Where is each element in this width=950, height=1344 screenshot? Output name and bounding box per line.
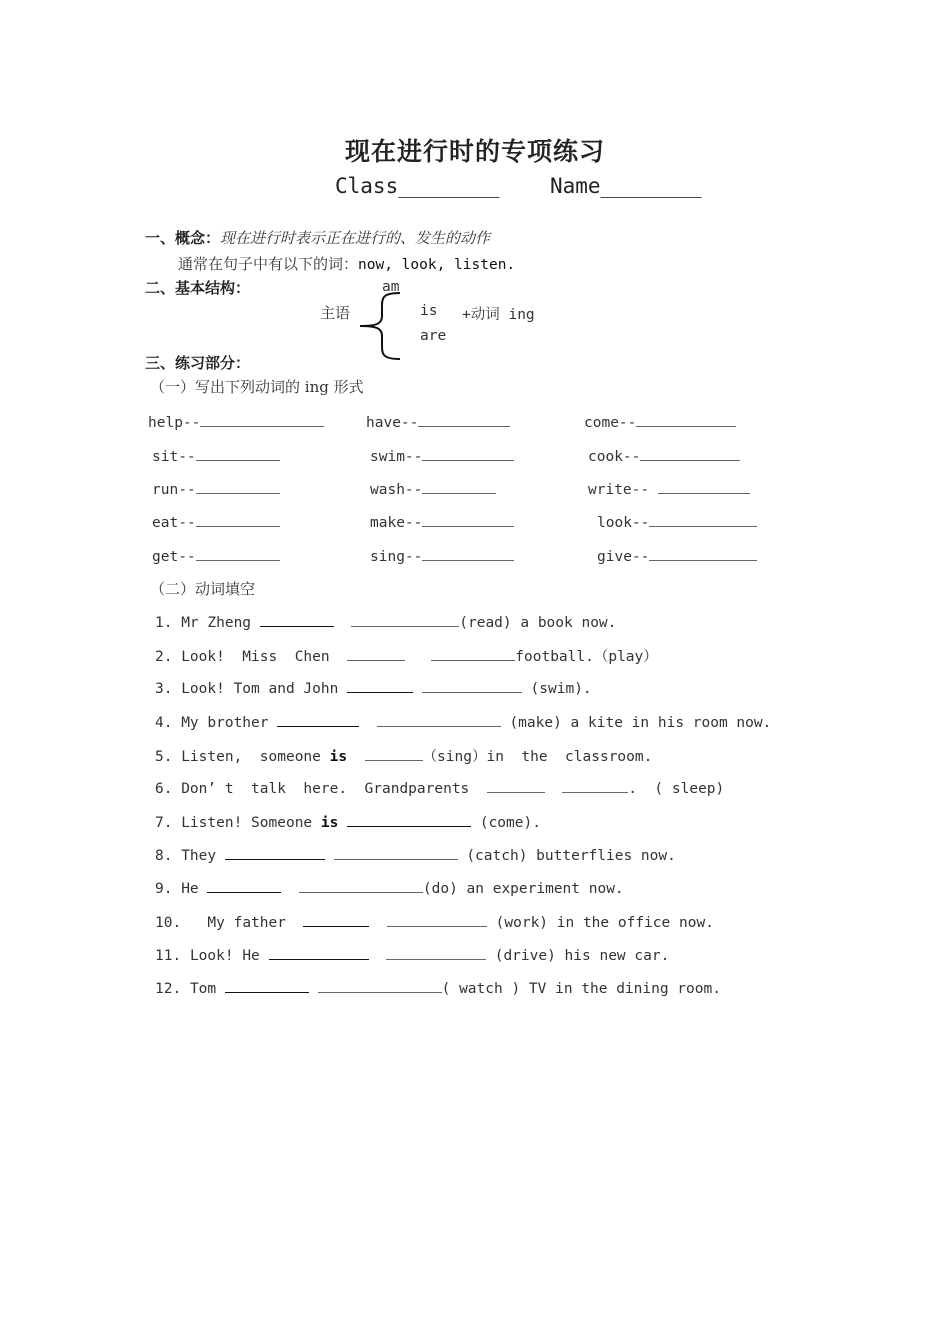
sentence-row: 2. Look! Miss Chen football.（play） — [155, 645, 658, 666]
sentence-row: 11. Look! He (drive) his new car. — [155, 945, 669, 964]
answer-blank[interactable] — [196, 546, 280, 561]
answer-blank[interactable] — [299, 878, 423, 893]
answer-blank[interactable] — [269, 945, 369, 960]
answer-blank[interactable] — [422, 479, 496, 494]
verb-item: wash-- — [370, 479, 496, 498]
verb-item: come-- — [584, 412, 736, 431]
answer-blank[interactable] — [418, 412, 510, 427]
concept-line — [145, 227, 490, 248]
concept-definition: 现在进行时表示正在进行的、发生的动作 — [220, 229, 491, 247]
answer-blank[interactable] — [377, 712, 501, 727]
answer-blank[interactable] — [365, 746, 423, 761]
sentence-row: 8. They (catch) butterflies now. — [155, 845, 676, 864]
verb-item: look-- — [597, 512, 757, 531]
class-label: Class — [335, 174, 399, 198]
brace-icon — [356, 290, 406, 362]
answer-blank[interactable] — [487, 778, 545, 793]
concept-keywords-prefix: 通常在句子中有以下的词： — [178, 255, 359, 273]
name-blank[interactable]: ________ — [600, 174, 702, 198]
verb-item: help-- — [148, 412, 324, 431]
answer-blank[interactable] — [225, 845, 325, 860]
answer-blank[interactable] — [636, 412, 736, 427]
sentence-row: 4. My brother (make) a kite in his room now. — [155, 712, 771, 731]
answer-blank[interactable] — [649, 546, 757, 561]
answer-blank[interactable] — [387, 912, 487, 927]
answer-blank[interactable] — [318, 978, 442, 993]
answer-blank[interactable] — [225, 978, 309, 993]
sentence-row: 7. Listen! Someone is (come). — [155, 812, 541, 831]
answer-blank[interactable] — [196, 446, 280, 461]
answer-blank[interactable] — [196, 512, 280, 527]
answer-blank[interactable] — [422, 678, 522, 693]
sentence-row: 5. Listen, someone is （sing）in the classroom. — [155, 745, 652, 766]
name-label: Name — [549, 174, 601, 198]
sentence-row: 9. He (do) an experiment now. — [155, 878, 624, 897]
verb-item: get-- — [152, 546, 280, 565]
structure-subject: 主语 — [320, 304, 351, 322]
structure-heading: 二、基本结构： — [145, 279, 251, 297]
answer-blank[interactable] — [422, 546, 514, 561]
verb-item: sing-- — [370, 546, 514, 565]
answer-blank[interactable] — [351, 612, 459, 627]
answer-blank[interactable] — [431, 646, 515, 661]
structure-are: are — [420, 328, 447, 344]
part2-title: （二）动词填空 — [150, 580, 256, 598]
answer-blank[interactable] — [347, 812, 471, 827]
concept-heading: 一、概念： — [145, 229, 221, 247]
verb-item: have-- — [366, 412, 510, 431]
class-blank[interactable]: ________ — [398, 174, 500, 198]
sentence-row: 6. Don’ t talk here. Grandparents . ( sleep) — [155, 778, 724, 797]
verb-item: cook-- — [588, 446, 740, 465]
answer-blank[interactable] — [640, 446, 740, 461]
part1-title: （一）写出下列动词的 ing 形式 — [150, 378, 364, 396]
sentence-row: 3. Look! Tom and John (swim). — [155, 678, 592, 697]
answer-blank[interactable] — [658, 479, 750, 494]
concept-keywords-line — [178, 253, 515, 274]
answer-blank[interactable] — [347, 646, 405, 661]
answer-blank[interactable] — [386, 945, 486, 960]
practice-heading: 三、练习部分： — [145, 354, 251, 372]
verb-item: give-- — [597, 546, 757, 565]
verb-item: sit-- — [152, 446, 280, 465]
answer-blank[interactable] — [277, 712, 359, 727]
sentence-row: 12. Tom ( watch ) TV in the dining room. — [155, 978, 721, 997]
answer-blank[interactable] — [196, 479, 280, 494]
answer-blank[interactable] — [422, 512, 514, 527]
sentence-row: 10. My father (work) in the office now. — [155, 912, 714, 931]
answer-blank[interactable] — [347, 678, 413, 693]
structure-is: is — [420, 303, 438, 319]
answer-blank[interactable] — [334, 845, 458, 860]
answer-blank[interactable] — [422, 446, 514, 461]
answer-blank[interactable] — [200, 412, 324, 427]
class-name-line — [335, 174, 702, 198]
structure-rule: +动词 ing — [462, 307, 535, 323]
answer-blank[interactable] — [207, 878, 281, 893]
verb-item: run-- — [152, 479, 280, 498]
answer-blank[interactable] — [562, 778, 628, 793]
structure-am: am — [382, 279, 400, 295]
page-title: 现在进行时的专项练习 — [344, 137, 605, 166]
verb-item: write-- — [588, 479, 750, 498]
answer-blank[interactable] — [303, 912, 369, 927]
answer-blank[interactable] — [260, 612, 334, 627]
answer-blank[interactable] — [649, 512, 757, 527]
verb-item: make-- — [370, 512, 514, 531]
sentence-row: 1. Mr Zheng (read) a book now. — [155, 612, 616, 631]
verb-item: swim-- — [370, 446, 514, 465]
concept-keywords: now, look, listen. — [358, 257, 516, 273]
verb-item: eat-- — [152, 512, 280, 531]
